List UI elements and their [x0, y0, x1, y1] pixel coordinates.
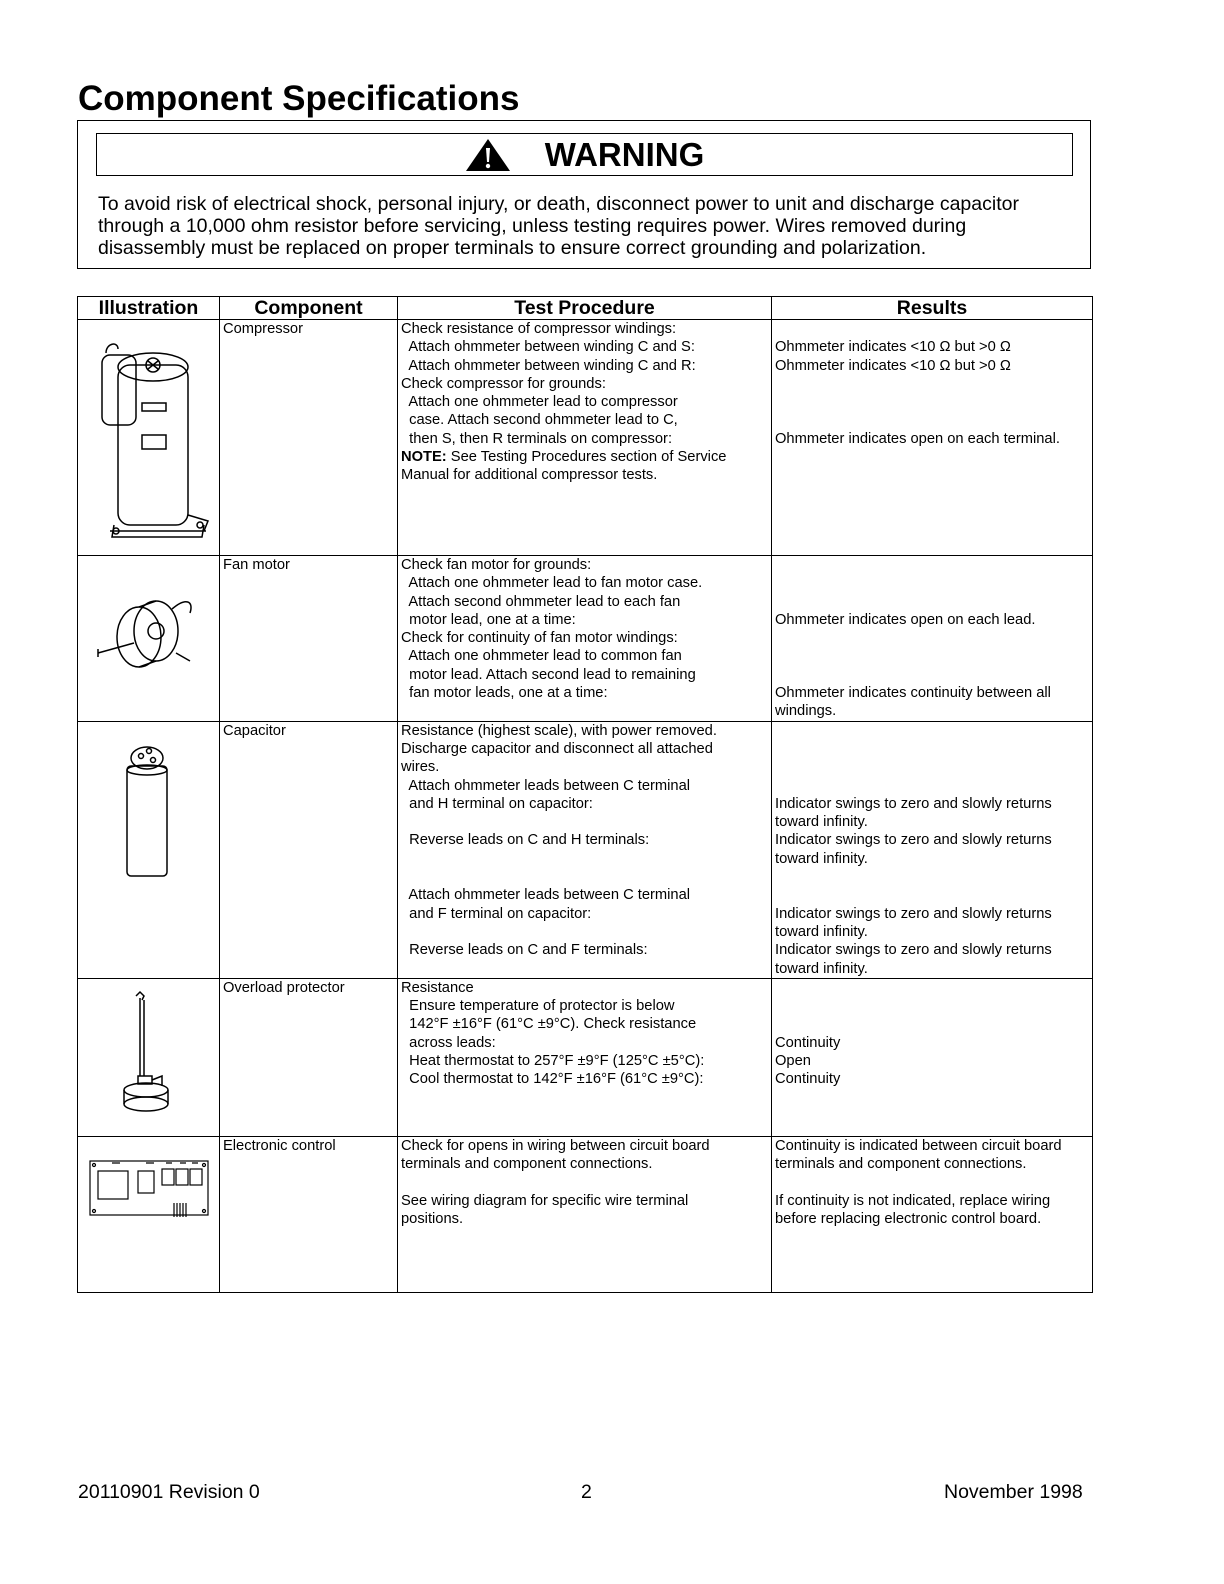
illustration-cell: [78, 721, 220, 978]
result-line: toward infinity.: [775, 923, 868, 940]
table-row: [78, 320, 1093, 556]
procedure-line: case. Attach second ohmmeter lead to C,: [401, 412, 678, 429]
procedure-line: Attach one ohmmeter lead to fan motor case.: [401, 575, 703, 592]
result-line: toward infinity.: [775, 850, 868, 867]
procedure-line: [401, 1173, 771, 1191]
overload-protector-illustration: [114, 990, 184, 1120]
table-row: [78, 721, 1093, 978]
procedure-cell: [398, 320, 772, 556]
procedure-cell: [398, 978, 772, 1136]
results-cell: [772, 320, 1093, 556]
results-cell: [772, 556, 1093, 722]
result-line: [775, 556, 1092, 574]
table-row: [78, 1136, 1093, 1292]
result-line: Indicator swings to zero and slowly returns: [775, 832, 1052, 849]
procedure-line: Resistance (highest scale), with power removed.: [401, 722, 717, 739]
procedure-line: 142°F ±16°F (61°C ±9°C). Check resistance: [401, 1016, 697, 1033]
table-row: [78, 978, 1093, 1136]
procedure-line: and F terminal on capacitor:: [401, 905, 592, 922]
procedure-line: [401, 813, 771, 831]
procedure-line: Resistance: [401, 979, 474, 996]
result-line: Open: [775, 1053, 811, 1070]
procedure-line: and H terminal on capacitor:: [401, 795, 593, 812]
result-line: [775, 722, 1092, 740]
illustration-cell: [78, 1136, 220, 1292]
component-cell: [220, 978, 398, 1136]
result-line: Indicator swings to zero and slowly returns: [775, 942, 1052, 959]
results-cell: [772, 1136, 1093, 1292]
component-name: Fan motor: [223, 557, 290, 573]
component-spec-table: [77, 296, 1093, 1293]
procedure-cell: [398, 1136, 772, 1292]
procedure-line: motor lead. Attach second lead to remaining: [401, 666, 696, 683]
procedure-line: Cool thermostat to 142°F ±16°F (61°C ±9°C):: [401, 1071, 704, 1088]
procedure-line: Manual for additional compressor tests.: [401, 467, 658, 484]
procedure-line: Check for continuity of fan motor windings:: [401, 630, 678, 647]
result-line: [775, 777, 1092, 795]
warning-heading: WARNING: [544, 135, 705, 173]
procedure-line: across leads:: [401, 1034, 496, 1051]
header-results: Results: [772, 297, 1093, 320]
results-cell: [772, 978, 1093, 1136]
result-line: Ohmmeter indicates continuity between all: [775, 685, 1051, 702]
illustration-cell: [78, 978, 220, 1136]
result-line: [775, 740, 1092, 758]
result-line: [775, 393, 1092, 411]
result-line: [775, 320, 1092, 338]
result-line: [775, 411, 1092, 429]
procedure-line: Heat thermostat to 257°F ±9°F (125°C ±5°C):: [401, 1053, 705, 1070]
results-cell: [772, 721, 1093, 978]
procedure-line: fan motor leads, one at a time:: [401, 685, 608, 702]
result-line: [775, 758, 1092, 776]
result-line: [775, 629, 1092, 647]
warning-triangle-icon: [465, 138, 511, 172]
procedure-line: See wiring diagram for specific wire terminal: [401, 1192, 689, 1209]
procedure-line: then S, then R terminals on compressor:: [401, 430, 673, 447]
footer-page-number: 2: [581, 1481, 592, 1503]
procedure-line: Attach ohmmeter between winding C and R:: [401, 357, 696, 374]
note-label: NOTE:: [401, 449, 447, 466]
result-line: toward infinity.: [775, 960, 868, 977]
procedure-line: Discharge capacitor and disconnect all attached: [401, 740, 713, 757]
procedure-line: wires.: [401, 759, 440, 776]
note-text: See Testing Procedures section of Service: [446, 449, 727, 466]
result-line: [775, 886, 1092, 904]
result-line: [775, 1173, 1092, 1191]
procedure-line: Reverse leads on C and H terminals:: [401, 832, 650, 849]
component-name: Electronic control: [223, 1137, 336, 1154]
procedure-line: Check compressor for grounds:: [401, 375, 606, 392]
procedure-line: terminals and component connections.: [401, 1156, 653, 1173]
result-line: Ohmmeter indicates <10 Ω but >0 Ω: [775, 339, 1011, 356]
procedure-note: [401, 448, 771, 466]
warning-box: [77, 120, 1091, 269]
result-line: [775, 1015, 1092, 1033]
component-cell: [220, 320, 398, 556]
result-line: [775, 593, 1092, 611]
result-line: Continuity is indicated between circuit board: [775, 1137, 1062, 1154]
result-line: Ohmmeter indicates open on each lead.: [775, 611, 1036, 628]
component-name: Overload protector: [223, 979, 345, 996]
header-component: Component: [220, 297, 398, 320]
result-line: Continuity: [775, 1034, 841, 1051]
footer-doc-number: 20110901 Revision 0: [78, 1481, 260, 1503]
header-illustration: Illustration: [78, 297, 220, 320]
header-test-procedure: Test Procedure: [398, 297, 772, 320]
procedure-line: Ensure temperature of protector is below: [401, 998, 675, 1015]
component-name: Compressor: [223, 321, 303, 337]
component-cell: [220, 556, 398, 722]
warning-text: To avoid risk of electrical shock, personal injury, or death, disconnect power to unit and discharge capacitor through a 10,000 ohm resistor before servicing, unless testing requires power. Wires removed during disassembly must be replaced on proper terminals to ensure correct grounding and polarization.: [98, 193, 1019, 259]
result-line: Continuity: [775, 1071, 841, 1088]
result-line: Indicator swings to zero and slowly returns: [775, 795, 1052, 812]
procedure-cell: [398, 556, 772, 722]
result-line: terminals and component connections.: [775, 1156, 1027, 1173]
compressor-illustration: [84, 325, 214, 545]
procedure-line: motor lead, one at a time:: [401, 611, 576, 628]
component-cell: [220, 721, 398, 978]
result-line: [775, 647, 1092, 665]
procedure-line: Check for opens in wiring between circuit board: [401, 1137, 710, 1154]
table-header-row: [78, 297, 1093, 320]
result-line: [775, 997, 1092, 1015]
result-line: Indicator swings to zero and slowly returns: [775, 905, 1052, 922]
result-line: [775, 666, 1092, 684]
procedure-line: Check fan motor for grounds:: [401, 557, 592, 573]
warning-header: [96, 133, 1073, 176]
footer-date: November 1998: [944, 1481, 1083, 1503]
component-cell: [220, 1136, 398, 1292]
procedure-line: Attach ohmmeter leads between C terminal: [401, 777, 690, 794]
procedure-cell: [398, 721, 772, 978]
procedure-line: positions.: [401, 1211, 464, 1228]
result-line: Ohmmeter indicates <10 Ω but >0 Ω: [775, 357, 1011, 374]
component-name: Capacitor: [223, 722, 286, 739]
result-line: [775, 979, 1092, 997]
procedure-line: Attach ohmmeter between winding C and S:: [401, 339, 695, 356]
illustration-cell: [78, 320, 220, 556]
illustration-cell: [78, 556, 220, 722]
result-line: windings.: [775, 703, 837, 720]
result-line: [775, 868, 1092, 886]
result-line: Ohmmeter indicates open on each terminal.: [775, 430, 1060, 447]
fan-motor-illustration: [94, 591, 204, 681]
procedure-line: Check resistance of compressor windings:: [401, 321, 677, 337]
electronic-control-illustration: [88, 1159, 210, 1223]
procedure-line: Attach ohmmeter leads between C terminal: [401, 887, 690, 904]
result-line: before replacing electronic control board.: [775, 1211, 1042, 1228]
procedure-line: Attach one ohmmeter lead to common fan: [401, 648, 682, 665]
procedure-line: [401, 850, 771, 868]
table-row: [78, 556, 1093, 722]
result-line: toward infinity.: [775, 814, 868, 831]
procedure-line: Attach one ohmmeter lead to compressor: [401, 394, 678, 411]
procedure-line: Attach second ohmmeter lead to each fan: [401, 593, 681, 610]
result-line: If continuity is not indicated, replace wiring: [775, 1192, 1051, 1209]
page-title: Component Specifications: [78, 79, 520, 118]
result-line: [775, 574, 1092, 592]
result-line: [775, 375, 1092, 393]
procedure-line: [401, 868, 771, 886]
procedure-line: [401, 923, 771, 941]
capacitor-illustration: [119, 736, 179, 886]
procedure-line: Reverse leads on C and F terminals:: [401, 942, 648, 959]
